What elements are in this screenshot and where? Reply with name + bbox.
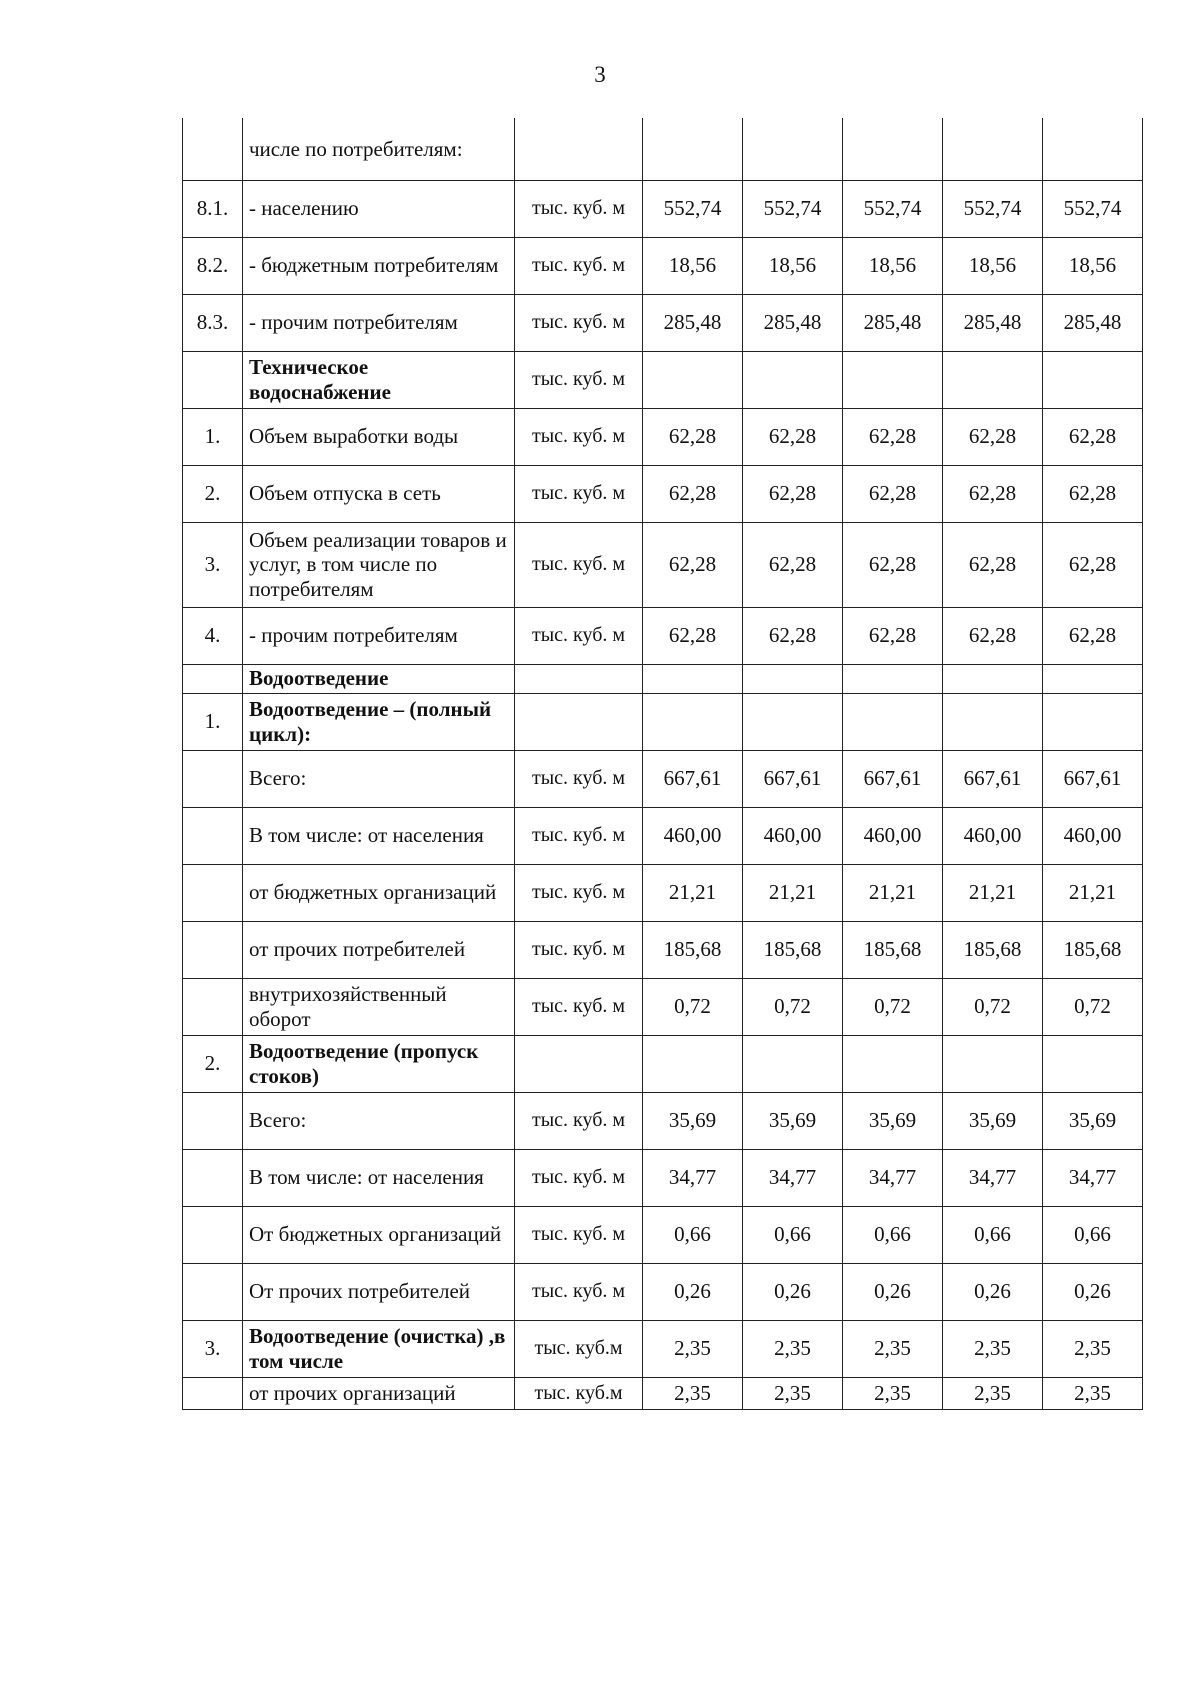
value-cell: 62,28 (643, 465, 743, 522)
row-unit (515, 693, 643, 750)
value-cell: 18,56 (943, 237, 1043, 294)
value-cell: 2,35 (643, 1377, 743, 1409)
value-cell: 460,00 (743, 807, 843, 864)
row-number (183, 1263, 243, 1320)
value-cell: 18,56 (643, 237, 743, 294)
value-cell: 0,72 (943, 978, 1043, 1035)
value-cell: 2,35 (743, 1377, 843, 1409)
row-unit: тыс. куб. м (515, 294, 643, 351)
row-label: - бюджетным потребителям (243, 237, 515, 294)
value-cell: 2,35 (943, 1320, 1043, 1377)
value-cell (1043, 693, 1143, 750)
value-cell: 0,66 (1043, 1206, 1143, 1263)
row-unit (515, 118, 643, 180)
table-row (183, 180, 1143, 237)
table-row (183, 237, 1143, 294)
table-row (183, 1263, 1143, 1320)
value-cell (943, 1035, 1043, 1092)
value-cell: 21,21 (743, 864, 843, 921)
value-cell: 62,28 (1043, 408, 1143, 465)
value-cell: 62,28 (1043, 465, 1143, 522)
row-unit: тыс. куб. м (515, 465, 643, 522)
table-row (183, 1035, 1143, 1092)
value-cell: 185,68 (643, 921, 743, 978)
value-cell: 667,61 (843, 750, 943, 807)
value-cell: 460,00 (943, 807, 1043, 864)
value-cell: 667,61 (743, 750, 843, 807)
value-cell: 34,77 (843, 1149, 943, 1206)
row-unit: тыс. куб. м (515, 351, 643, 408)
value-cell: 552,74 (1043, 180, 1143, 237)
row-unit: тыс. куб. м (515, 864, 643, 921)
row-label: внутрихозяйственный оборот (243, 978, 515, 1035)
value-cell: 0,66 (643, 1206, 743, 1263)
row-unit: тыс. куб. м (515, 1149, 643, 1206)
table-row (183, 664, 1143, 693)
table-row (183, 864, 1143, 921)
row-number (183, 1149, 243, 1206)
row-label: От бюджетных организаций (243, 1206, 515, 1263)
table-row (183, 921, 1143, 978)
value-cell (943, 664, 1043, 693)
value-cell (643, 118, 743, 180)
row-number (183, 750, 243, 807)
row-number (183, 1377, 243, 1409)
value-cell: 667,61 (1043, 750, 1143, 807)
value-cell: 185,68 (843, 921, 943, 978)
value-cell (943, 118, 1043, 180)
value-cell: 0,26 (643, 1263, 743, 1320)
row-unit: тыс. куб. м (515, 180, 643, 237)
row-number: 2. (183, 465, 243, 522)
value-cell (843, 118, 943, 180)
row-number: 8.1. (183, 180, 243, 237)
value-cell: 35,69 (643, 1092, 743, 1149)
value-cell (643, 1035, 743, 1092)
row-number: 1. (183, 408, 243, 465)
value-cell (643, 351, 743, 408)
value-cell: 62,28 (943, 522, 1043, 607)
value-cell: 2,35 (943, 1377, 1043, 1409)
row-label: В том числе: от населения (243, 1149, 515, 1206)
value-cell: 0,66 (843, 1206, 943, 1263)
row-unit (515, 1035, 643, 1092)
value-cell: 0,72 (1043, 978, 1143, 1035)
value-cell: 21,21 (1043, 864, 1143, 921)
value-cell: 62,28 (1043, 607, 1143, 664)
value-cell: 62,28 (643, 408, 743, 465)
row-number (183, 921, 243, 978)
row-label: Техническое водоснабжение (243, 351, 515, 408)
table-row (183, 1377, 1143, 1409)
value-cell (743, 1035, 843, 1092)
row-label: от прочих потребителей (243, 921, 515, 978)
value-cell: 34,77 (943, 1149, 1043, 1206)
row-number: 4. (183, 607, 243, 664)
table-body (183, 118, 1143, 1409)
value-cell: 18,56 (743, 237, 843, 294)
value-cell: 185,68 (1043, 921, 1143, 978)
value-cell: 2,35 (643, 1320, 743, 1377)
table-row (183, 118, 1143, 180)
value-cell: 2,35 (843, 1377, 943, 1409)
row-number: 3. (183, 522, 243, 607)
row-label: Водоотведение (очистка) ,в том числе (243, 1320, 515, 1377)
value-cell (743, 693, 843, 750)
value-cell (943, 693, 1043, 750)
table-row (183, 978, 1143, 1035)
value-cell: 667,61 (643, 750, 743, 807)
row-number (183, 664, 243, 693)
table-row (183, 1149, 1143, 1206)
value-cell: 62,28 (1043, 522, 1143, 607)
row-number (183, 118, 243, 180)
row-unit: тыс. куб. м (515, 978, 643, 1035)
value-cell: 667,61 (943, 750, 1043, 807)
value-cell (743, 118, 843, 180)
value-cell: 460,00 (843, 807, 943, 864)
value-cell: 0,72 (843, 978, 943, 1035)
table-row (183, 1206, 1143, 1263)
value-cell: 62,28 (843, 607, 943, 664)
row-unit: тыс. куб. м (515, 522, 643, 607)
value-cell: 185,68 (743, 921, 843, 978)
value-cell (743, 664, 843, 693)
value-cell: 18,56 (1043, 237, 1143, 294)
row-label: В том числе: от населения (243, 807, 515, 864)
value-cell (843, 1035, 943, 1092)
row-number: 3. (183, 1320, 243, 1377)
row-unit: тыс. куб. м (515, 750, 643, 807)
row-unit: тыс. куб. м (515, 1092, 643, 1149)
page-number: 3 (594, 62, 606, 87)
row-number (183, 807, 243, 864)
row-unit: тыс. куб. м (515, 237, 643, 294)
row-label: Объем реализации товаров и услуг, в том числе по потребителям (243, 522, 515, 607)
table-row (183, 750, 1143, 807)
value-cell: 285,48 (743, 294, 843, 351)
value-cell: 285,48 (1043, 294, 1143, 351)
row-label: Водоотведение (243, 664, 515, 693)
value-cell: 35,69 (1043, 1092, 1143, 1149)
value-cell: 0,26 (743, 1263, 843, 1320)
value-cell: 62,28 (943, 408, 1043, 465)
row-unit (515, 664, 643, 693)
value-cell: 0,26 (843, 1263, 943, 1320)
row-label: Водоотведение – (полный цикл): (243, 693, 515, 750)
row-number: 8.2. (183, 237, 243, 294)
value-cell: 21,21 (643, 864, 743, 921)
row-number (183, 1092, 243, 1149)
value-cell: 2,35 (1043, 1377, 1143, 1409)
value-cell: 460,00 (1043, 807, 1143, 864)
row-label: числе по потребителям: (243, 118, 515, 180)
value-cell (643, 664, 743, 693)
row-number: 2. (183, 1035, 243, 1092)
value-cell: 0,66 (943, 1206, 1043, 1263)
value-cell: 0,72 (643, 978, 743, 1035)
value-cell (1043, 118, 1143, 180)
row-label: Объем отпуска в сеть (243, 465, 515, 522)
value-cell: 62,28 (843, 465, 943, 522)
row-unit: тыс. куб. м (515, 408, 643, 465)
row-label: - прочим потребителям (243, 294, 515, 351)
value-cell (1043, 351, 1143, 408)
value-cell: 285,48 (843, 294, 943, 351)
table-row (183, 522, 1143, 607)
value-cell: 21,21 (943, 864, 1043, 921)
value-cell: 2,35 (743, 1320, 843, 1377)
row-unit: тыс. куб.м (515, 1320, 643, 1377)
table-row (183, 1092, 1143, 1149)
row-label: Водоотведение (пропуск стоков) (243, 1035, 515, 1092)
value-cell (643, 693, 743, 750)
row-label: - прочим потребителям (243, 607, 515, 664)
row-number: 8.3. (183, 294, 243, 351)
table-row (183, 351, 1143, 408)
value-cell: 2,35 (1043, 1320, 1143, 1377)
value-cell: 62,28 (643, 607, 743, 664)
value-cell: 62,28 (843, 408, 943, 465)
value-cell (843, 664, 943, 693)
row-label: Объем выработки воды (243, 408, 515, 465)
row-number (183, 351, 243, 408)
value-cell: 35,69 (843, 1092, 943, 1149)
row-label: от бюджетных организаций (243, 864, 515, 921)
row-number (183, 978, 243, 1035)
table-row (183, 1320, 1143, 1377)
value-cell: 62,28 (743, 522, 843, 607)
row-label: Всего: (243, 750, 515, 807)
value-cell: 0,26 (943, 1263, 1043, 1320)
value-cell: 185,68 (943, 921, 1043, 978)
value-cell: 552,74 (643, 180, 743, 237)
value-cell (1043, 1035, 1143, 1092)
table-row (183, 807, 1143, 864)
value-cell: 35,69 (943, 1092, 1043, 1149)
value-cell: 552,74 (943, 180, 1043, 237)
value-cell: 62,28 (743, 465, 843, 522)
value-cell: 552,74 (843, 180, 943, 237)
row-unit: тыс. куб. м (515, 1206, 643, 1263)
value-cell (843, 693, 943, 750)
value-cell: 18,56 (843, 237, 943, 294)
value-cell: 285,48 (943, 294, 1043, 351)
row-number (183, 864, 243, 921)
table-row (183, 693, 1143, 750)
value-cell: 62,28 (743, 607, 843, 664)
value-cell: 34,77 (1043, 1149, 1143, 1206)
row-label: - населению (243, 180, 515, 237)
value-cell: 62,28 (943, 607, 1043, 664)
value-cell: 0,72 (743, 978, 843, 1035)
table-row (183, 408, 1143, 465)
value-cell: 552,74 (743, 180, 843, 237)
value-cell (943, 351, 1043, 408)
value-cell: 62,28 (743, 408, 843, 465)
value-cell: 0,26 (1043, 1263, 1143, 1320)
value-cell: 34,77 (743, 1149, 843, 1206)
value-cell (743, 351, 843, 408)
row-unit: тыс. куб. м (515, 807, 643, 864)
row-unit: тыс. куб. м (515, 607, 643, 664)
row-label: от прочих организаций (243, 1377, 515, 1409)
row-unit: тыс. куб.м (515, 1377, 643, 1409)
table-row (183, 607, 1143, 664)
row-label: От прочих потребителей (243, 1263, 515, 1320)
row-unit: тыс. куб. м (515, 1263, 643, 1320)
value-cell: 62,28 (843, 522, 943, 607)
value-cell (1043, 664, 1143, 693)
value-cell: 2,35 (843, 1320, 943, 1377)
value-cell: 62,28 (643, 522, 743, 607)
value-cell: 62,28 (943, 465, 1043, 522)
row-number (183, 1206, 243, 1263)
table-row (183, 294, 1143, 351)
value-cell: 21,21 (843, 864, 943, 921)
value-cell (843, 351, 943, 408)
row-unit: тыс. куб. м (515, 921, 643, 978)
row-number: 1. (183, 693, 243, 750)
value-cell: 35,69 (743, 1092, 843, 1149)
data-table (182, 118, 1143, 1410)
table-row (183, 465, 1143, 522)
value-cell: 285,48 (643, 294, 743, 351)
value-cell: 0,66 (743, 1206, 843, 1263)
value-cell: 34,77 (643, 1149, 743, 1206)
row-label: Всего: (243, 1092, 515, 1149)
value-cell: 460,00 (643, 807, 743, 864)
